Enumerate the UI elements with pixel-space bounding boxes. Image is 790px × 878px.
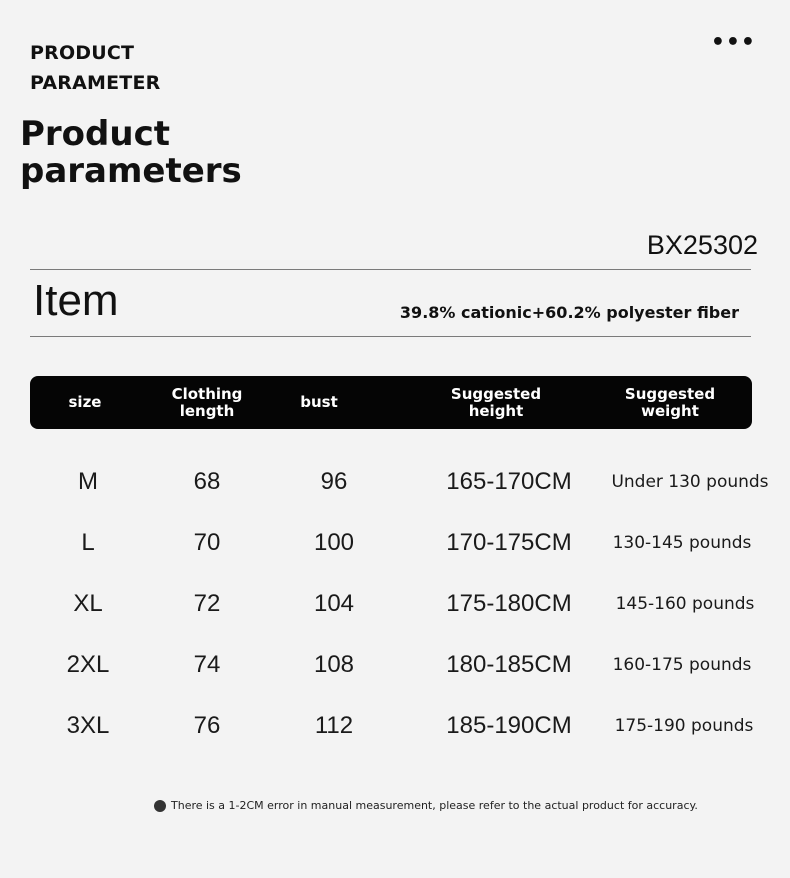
table-row [0, 462, 790, 502]
cell-height: 180-185CM [446, 651, 572, 678]
cell-bust: 100 [313, 529, 355, 556]
material-composition: 39.8% cationic+60.2% polyester fiber [399, 303, 739, 322]
cell-height: 175-180CM [446, 590, 572, 617]
section-label [30, 38, 160, 98]
page-title-line-1: Product [20, 114, 170, 154]
cell-size: M [78, 468, 98, 495]
cell-height: 170-175CM [446, 529, 572, 556]
measurement-note-text: There is a 1-2CM error in manual measurement, please refer to the actual product for accuracy. [171, 799, 698, 812]
cell-length: 72 [193, 590, 221, 617]
header-weight-line-1: Suggested [624, 384, 716, 403]
cell-length: 74 [193, 651, 221, 678]
measurement-note [154, 799, 698, 812]
divider-bottom [30, 336, 751, 337]
cell-size: 2XL [66, 651, 110, 678]
cell-bust: 104 [313, 590, 355, 617]
cell-bust: 96 [320, 468, 348, 495]
cell-size: 3XL [66, 712, 110, 739]
cell-bust: 108 [313, 651, 355, 678]
cell-weight: 145-160 pounds [615, 594, 755, 614]
header-bust-label: bust [300, 393, 338, 411]
header-bust [264, 376, 374, 429]
table-header [30, 376, 752, 429]
cell-length: 68 [193, 468, 221, 495]
table-row [0, 645, 790, 685]
cell-size: L [81, 529, 95, 556]
header-weight-line-2: weight [641, 401, 699, 420]
cell-length: 70 [193, 529, 221, 556]
table-row [0, 706, 790, 746]
bullet-dot-icon [154, 800, 166, 812]
header-length-line-2: length [179, 401, 235, 420]
header-size-label: size [68, 393, 102, 411]
page-title [20, 116, 242, 190]
cell-weight: Under 130 pounds [611, 472, 769, 492]
section-label-line-1: PRODUCT [30, 42, 135, 64]
header-suggested-weight [615, 376, 725, 429]
table-row [0, 584, 790, 624]
page-title-line-2: parameters [20, 151, 242, 191]
more-options-icon[interactable]: ••• [710, 30, 756, 55]
header-size [30, 376, 140, 429]
header-height-line-1: Suggested [450, 384, 542, 403]
divider-top [30, 269, 751, 270]
cell-weight: 175-190 pounds [614, 716, 754, 736]
header-clothing-length [152, 376, 262, 429]
header-length-line-1: Clothing [171, 384, 243, 403]
model-number: BX25302 [646, 230, 758, 260]
cell-weight: 160-175 pounds [612, 655, 752, 675]
section-label-line-2: PARAMETER [30, 72, 161, 94]
cell-bust: 112 [314, 712, 354, 739]
header-height-line-2: height [468, 401, 524, 420]
cell-size: XL [73, 590, 103, 617]
cell-height: 165-170CM [446, 468, 572, 495]
header-suggested-height [441, 376, 551, 429]
cell-weight: 130-145 pounds [612, 533, 752, 553]
cell-height: 185-190CM [446, 712, 572, 739]
table-row [0, 523, 790, 563]
item-label: Item [33, 276, 119, 325]
cell-length: 76 [193, 712, 221, 739]
